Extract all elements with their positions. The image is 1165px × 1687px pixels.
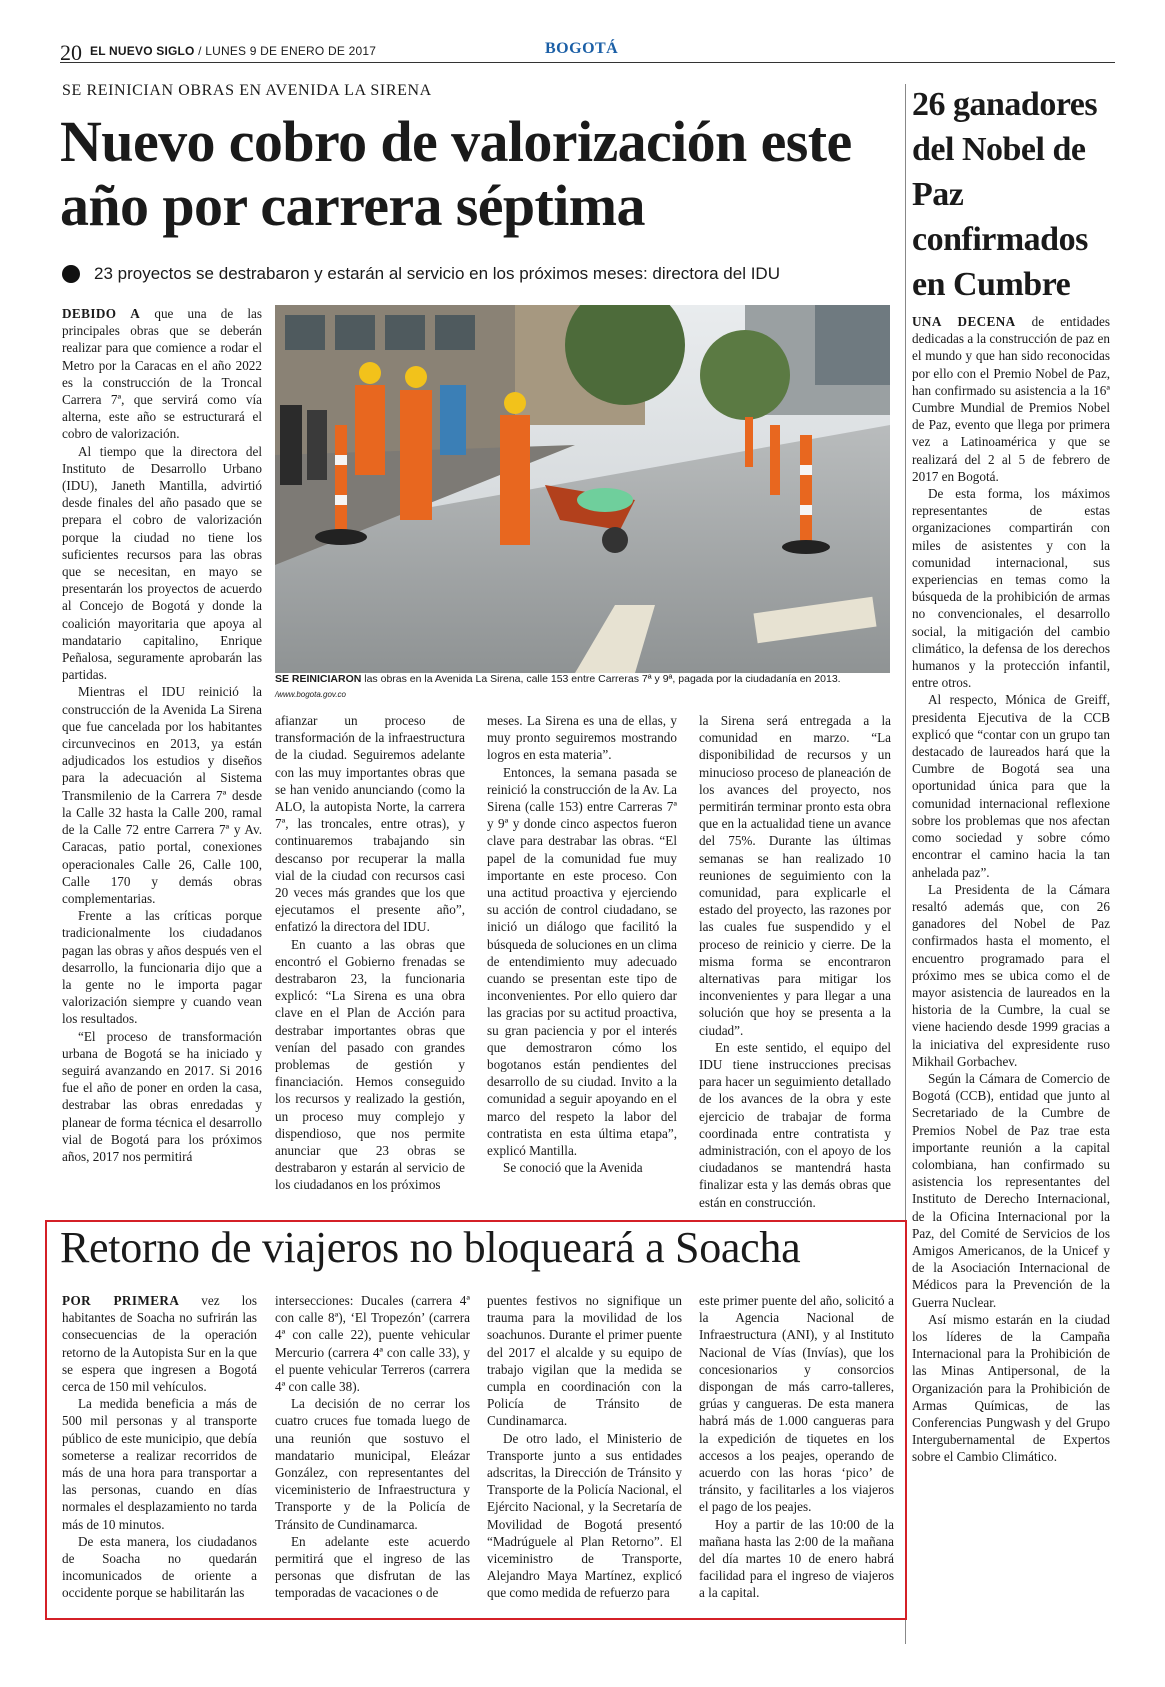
paragraph: En este sentido, el equipo del IDU tiene instrucciones precisas para hacer un seguimiento detallado de los avances de la obra y este ejercicio de trabajar de forma coordinada entre contratista y administración, con el apoyo de los ciudadanos se mantendrá hasta finalizar esta y las demás obras que están en construcción. (699, 1039, 891, 1210)
paragraph: En cuanto a las obras que encontró el Gobierno frenadas se destrabaron 23, la funcionaria explicó: “La Sirena es una obra clave en el Plan de Acción para destrabar importantes obras que venían del pasado con grandes problemas de gestión y financiación. Hemos conseguido los recursos y realizado la gestión, un proceso muy complejo y dispendioso, que nos permite anunciar que 23 obras se destrabaron y estarán al servicio de los ciudadanos en los próximos (275, 936, 465, 1193)
paragraph: afianzar un proceso de transformación de la infraestructura de la ciudad. Seguiremos adelante con las muy importantes obras que se han venido anunciando (como la ALO, la autopista Norte, la carrera 7ª, las troncales, entre otras), y continuaremos trabajando sin descanso por recuperar la malla vial de la ciudad con recursos casi 20 veces más grandes que los que ejecutamos el presente año”, enfatizó la directora del IDU. (275, 713, 465, 935)
story-column-3 (487, 712, 677, 1176)
paragraph: meses. La Sirena es una de ellas, y muy pronto seguiremos mostrando logros en esta materia”. (487, 713, 677, 763)
box-column-2 (275, 1292, 470, 1602)
sidebar-body (912, 313, 1110, 1466)
paragraph: que una de las principales obras que se deberán realizar para que comience a rodar el Metro por la Caracas en el año 2022 es la construcción de la Troncal Carrera 7ª, que servirá como vía alterna, este año se estructurará el cobro de valorización. (62, 306, 262, 442)
paragraph: Mientras el IDU reinició la construcción de la Avenida La Sirena que fue cancelada por los habitantes circunvecinos en 2013, ya están adjudicados los estudios y diseños para la adecuación al Sistema Transmilenio de la Carrera 7ª desde la Calle 32 hasta la Calle 200, ramal de la Calle 72 entre Carrera 7ª y Av. Caracas, patio portal, conexiones operacionales Calle 26, Calle 100, Calle 170 y demás obras complementarias. (62, 684, 262, 906)
paragraph: puentes festivos no signifique un trauma para la movilidad de los soachunos. Durante el primer puente del 2017 el alcalde y su equipo de trabajo vigilan que la medida se cumpla en coordinación con la Policía de Tránsito de Cundinamarca. (487, 1293, 682, 1429)
caption-lead: SE REINICIARON (275, 673, 362, 685)
story-column-1 (62, 305, 262, 1165)
box-headline: Retorno de viajeros no bloqueará a Soacha (60, 1223, 801, 1272)
paragraph: La medida beneficia a más de 500 mil personas y al transporte público de este municipio, que debía someterse a realizar recorridos de más de una hora para transportar a las personas, cuando en días normales el desplazamiento no tarda más de 10 minutos. (62, 1396, 257, 1532)
photo-caption (275, 673, 890, 685)
story-headline: Nuevo cobro de valorización este año por carrera séptima (60, 109, 852, 238)
construction-photo (275, 305, 890, 673)
paragraph: este primer puente del año, solicitó a la Agencia Nacional de Infraestructura (ANI), y al Instituto Nacional de Vías (Invías), que los concesionarios y consorcios dispongan de más carro-talleres, grúas y cangueras. De esta manera habrá más de 1.000 cangueras para la expedición de tiquetes en los accesos a los peajes, operando de acuerdo con las horas ‘pico’ de tránsito, y facilitarles a los viajeros el pago de los peajes. (699, 1293, 894, 1515)
paragraph: La decisión de no cerrar los cuatro cruces fue tomada luego de una reunión que sostuvo el mandatario municipal, Eleázar González, con representantes del viceministerio de Infraestructura y Transporte y de la Policía de Tránsito de Cundinamarca. (275, 1396, 470, 1532)
paragraph: De otro lado, el Ministerio de Transporte junto a sus entidades adscritas, la Dirección de Tránsito y Transporte de la Policía Nacional, el Ejército Nacional, y la Secretaría de Movilidad de Bogotá presentó “Madrúguele al Plan Retorno”. El viceministro de Transporte, Alejandro Maya Martínez, explicó que como medida de refuerzo para (487, 1430, 682, 1601)
paragraph: En adelante este acuerdo permitirá que el ingreso de las personas que disfrutan de las temporadas de vacaciones o de (275, 1533, 470, 1601)
paragraph: vez los habitantes de Soacha no sufrirán las consecuencias de la operación retorno de la Autopista Sur en la que se espera que ingresen a Bogotá cerca de 150 mil vehículos. (62, 1293, 257, 1395)
story-column-4 (699, 712, 891, 1211)
deck-text: 23 proyectos se destrabaron y estarán al servicio en los próximos meses: directora del IDU (94, 264, 780, 283)
sidebar-lead-in: UNA DECENA (912, 314, 1016, 329)
story-column-2 (275, 712, 465, 1194)
paragraph: Según la Cámara de Comercio de Bogotá (CCB), entidad que junto al Secretariado de la Cumbre de Premios Nobel de Paz trae esta importante reunión a la capital colombiana, han confirmado su asistencia los representantes del Instituto de Derecho Internacional, de la Oficina Internacional por la Paz, del Comité de Servicios de los Amigos Americanos, de la Unicef y de la Asociación Internacional de Médicos para la Prevención de la Guerra Nuclear. (912, 1070, 1110, 1310)
paragraph: la Sirena será entregada a la comunidad en marzo. “La disponibilidad de recursos y un minucioso proceso de planeación de los avances del proyecto, nos permitirán terminar pronto esta obra que en la actualidad tiene un avance del 75%. Durante las últimas semanas se han realizado 10 reuniones de seguimiento con la comunidad, para explicarle el estado del proyecto, las razones por las cuales fue suspendido y el proceso de reinicio y cierre. De la misma forma se encontraron alternativas para mitigar los inconvenientes y para llegar a una solución que hoy se presenta a la ciudad”. (699, 713, 891, 1038)
paragraph: Se conoció que la Avenida (503, 1160, 643, 1176)
photo-credit: /www.bogota.gov.co (275, 690, 347, 699)
photo-illustration (275, 305, 890, 673)
paragraph: Hoy a partir de las 10:00 de la mañana hasta las 2:00 de la mañana del día martes 10 de enero habrá facilidad para el ingreso de viajeros a la capital. (699, 1516, 894, 1601)
header-rule (60, 62, 1115, 63)
page-number: 20 (60, 40, 82, 65)
section-tag: BOGOTÁ (545, 40, 619, 57)
box-column-3 (487, 1292, 682, 1602)
paragraph: De esta forma, los máximos representantes de estas organizaciones compartirán con miles de asistentes y con la comunidad internacional, sus experiencias en temas como la búsqueda de la prohibición de armas no convencionales, el desarrollo social, la mitigación del cambio climático, la defensa de los derechos humanos y la protección infantil, entre otros. (912, 486, 1110, 691)
paragraph: Al tiempo que la directora del Instituto de Desarrollo Urbano (IDU), Janeth Mantilla, advirtió desde finales del año pasado que se prepara el cobro de valorización porque la ciudad no tiene los suficientes recursos para las obras que se necesitan, en mayo se presentarán los proyectos de acuerdo al Concejo de Bogotá y donde la coalición mayoritaria que apoya al mandatario capitalino, Enrique Peñalosa, seguramente aprobarán las partidas. (62, 443, 262, 683)
paper-name: EL NUEVO SIGLO (90, 44, 195, 58)
story-deck (62, 264, 872, 284)
paragraph: La Presidenta de la Cámara resaltó además que, con 26 ganadores del Nobel de Paz confirmados hasta el momento, el encuentro programado para el próximo mes se ubica como el de mayor asistencia de laureados en la historia de la Cumbre, la cual se viene haciendo desde 1999 gracias a la iniciativa del expresidente ruso Mikhail Gorbachev. (912, 881, 1110, 1069)
bullet-icon (62, 265, 80, 283)
story-kicker: SE REINICIAN OBRAS EN AVENIDA LA SIRENA (62, 82, 432, 99)
paragraph: Entonces, la semana pasada se reinició la construcción de la Av. La Sirena (calle 153) entre Carreras 7ª y 9ª y donde cinco aspectos fueron clave para destrabar las obras. “El papel de la comunidad fue muy importante en este proceso. Con una actitud proactiva y ejerciendo su acción de control ciudadano, se inició un diálogo que facilitó la búsqueda de soluciones en un clima de entendimiento muy adecuado cuando se presentan este tipo de inconvenientes. Por ello quiero dar las gracias por su actitud proactiva, su gran paciencia y por el interés que demostraron cómo los bogotanos están pendientes del desarrollo de su ciudad. Invito a la comunidad a seguir apoyando en el marco del respeto la labor del contratista en esta última etapa”, explicó Mantilla. (487, 764, 677, 1159)
lead-in: DEBIDO A (62, 306, 141, 321)
paragraph: de entidades dedicadas a la construcción de paz en el mundo y que han sido reconocidas por ello con el Premio Nobel de Paz, han confirmado su asistencia a la 16ª Cumbre Mundial de Premios Nobel de Paz, evento que llega por primera vez a Latinoamérica y que se realizará del 2 al 5 de febrero de 2017 en Bogotá. (912, 314, 1111, 484)
box-column-4 (699, 1292, 894, 1602)
box-lead-in: POR PRIMERA (62, 1293, 180, 1308)
issue-date: / LUNES 9 DE ENERO DE 2017 (198, 44, 377, 58)
paragraph: Así mismo estarán en la ciudad los líderes de la Campaña Internacional para la Prohibición de las Minas Antipersonal, de la Organización para la Prohibición de Armas Químicas, de las Conferencias Pungwash y del Grupo Intergubernamental de Expertos sobre el Cambio Climático. (912, 1311, 1110, 1465)
caption-text: las obras en la Avenida La Sirena, calle 153 entre Carreras 7ª y 9ª, pagada por la ciudadanía en 2013. (361, 673, 841, 685)
sidebar-headline: 26 ganadores del Nobel de Paz confirmados en Cumbre (912, 86, 1098, 303)
paragraph: “El proceso de transformación urbana de Bogotá se ha iniciado y seguirá avanzando en 2017. Si 2016 fue el año de poner en orden la casa, destrabar las obras enredadas y planear de forma técnica el desarrollo vial de Bogotá para los próximos años, 2017 nos permitirá (62, 1028, 262, 1164)
paragraph: De esta manera, los ciudadanos de Soacha no quedarán incomunicados de oriente a occidente porque se habilitarán las (62, 1533, 257, 1601)
paragraph: Al respecto, Mónica de Greiff, presidenta Ejecutiva de la CCB explicó que “contar con un grupo tan destacado de laureados hará que la Cumbre de Bogotá sea una oportunidad única para que la comunidad internacional reflexione sobre los problemas que nos afectan como sociedad y sobre cómo encontrar el camino hacia la tan anhelada paz”. (912, 692, 1110, 880)
paragraph: Frente a las críticas porque tradicionalmente los ciudadanos pagan las obras y años después ven el desarrollo, la funcionaria dijo que a la gente no le importa pagar valorización siempre y cuando vean los resultados. (62, 908, 262, 1027)
paragraph: intersecciones: Ducales (carrera 4ª con calle 8ª), ‘El Tropezón’ (carrera 4ª con calle 22), puente vehicular Mercurio (carrera 4ª con calle 33), y el puente vehicular Terreros (carrera 4ª con calle 38). (275, 1293, 470, 1395)
box-column-1 (62, 1292, 257, 1602)
masthead (90, 44, 376, 58)
